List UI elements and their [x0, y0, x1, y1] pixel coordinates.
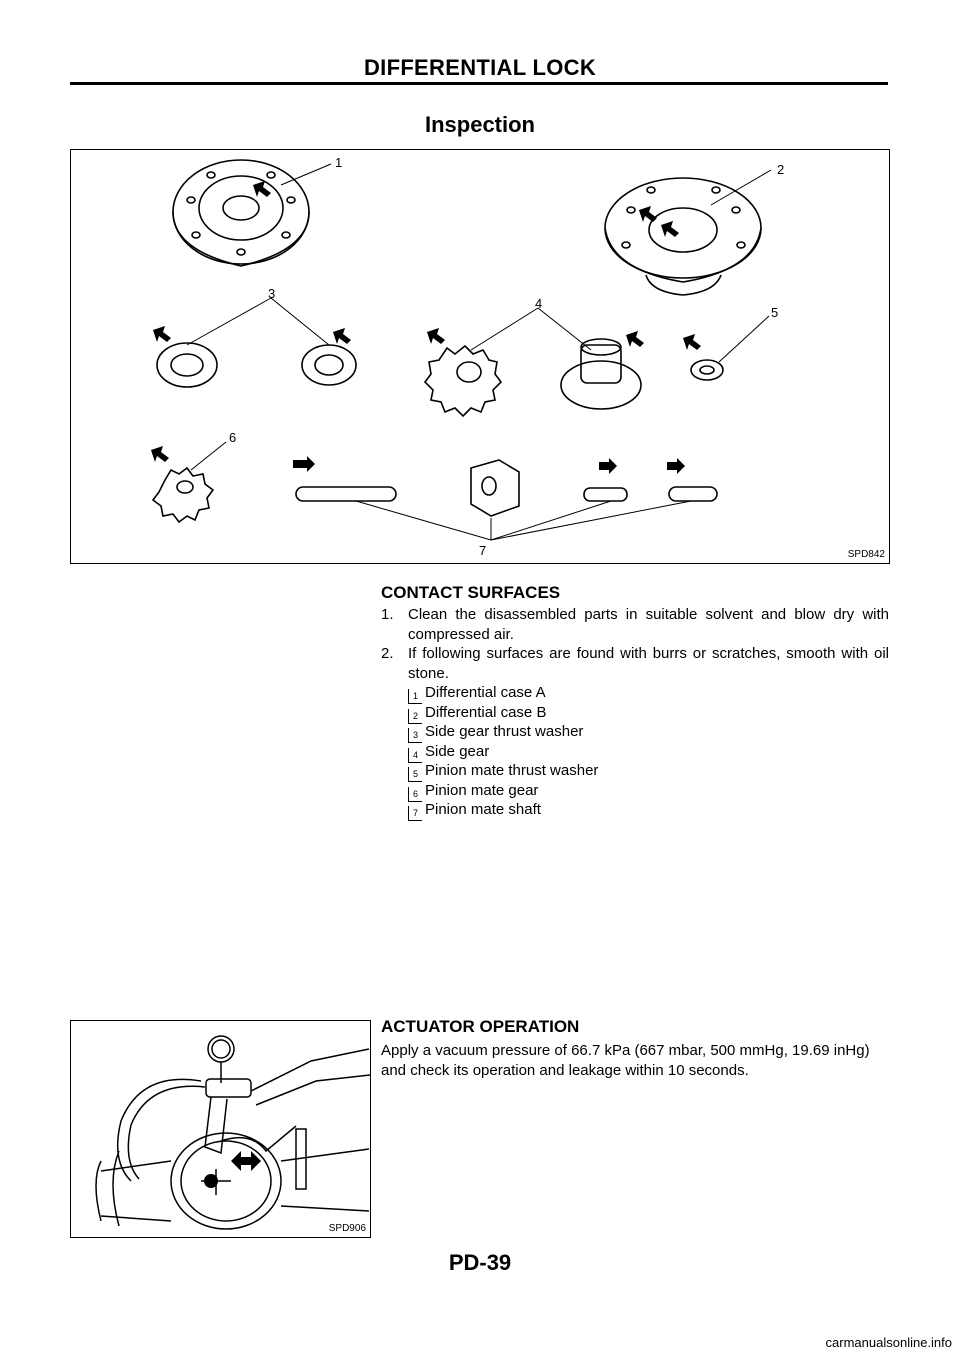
- differential-case-b-drawing: [605, 178, 761, 295]
- part-label: Side gear: [425, 742, 490, 760]
- callout-badge: 6: [408, 787, 422, 802]
- figure-code: SPD842: [847, 549, 885, 560]
- part-label: Pinion mate gear: [425, 781, 539, 799]
- callout-2: 2: [777, 162, 785, 177]
- header-rule: [70, 82, 888, 85]
- step-1: [381, 605, 889, 644]
- actuator-instruction: Apply a vacuum pressure of 66.7 kPa (667 mbar, 500 mmHg, 19.69 inHg) and check its operation and leakage within 10 seconds.: [381, 1042, 870, 1079]
- part-label: Pinion mate thrust washer: [425, 762, 599, 779]
- step-text: Clean the disassembled parts in suitable solvent and blow dry with compressed air.: [408, 606, 889, 643]
- part-label: Differential case A: [425, 684, 546, 701]
- callout-4: 4: [535, 296, 543, 311]
- contact-surfaces-heading: CONTACT SURFACES: [381, 583, 561, 602]
- side-gear-drawing: [425, 339, 641, 416]
- actuator-drawing: [71, 1021, 370, 1237]
- list-item: [408, 781, 598, 801]
- callout-badge: 7: [408, 806, 422, 821]
- list-item: [408, 683, 598, 703]
- parts-illustration: [70, 149, 890, 564]
- page-number: PD-39: [448, 1250, 512, 1275]
- step-text: If following surfaces are found with burrs or scratches, smooth with oil stone.: [408, 645, 889, 682]
- list-item: [408, 703, 598, 723]
- callout-7: 7: [479, 543, 487, 558]
- list-item: [408, 800, 598, 820]
- list-item: [408, 761, 598, 781]
- pinion-mate-shaft-drawing: [296, 460, 717, 516]
- list-item: [408, 742, 598, 762]
- step-number: 2.: [381, 645, 394, 662]
- parts-list: [408, 683, 598, 820]
- step-number: 1.: [381, 606, 394, 623]
- callout-3: 3: [268, 286, 276, 301]
- actuator-operation-heading: ACTUATOR OPERATION: [381, 1017, 580, 1036]
- callout-badge: 2: [408, 709, 422, 724]
- pinion-mate-gear-drawing: [153, 468, 213, 522]
- section-heading: Inspection: [424, 112, 535, 137]
- side-gear-thrust-washer-drawing: [157, 343, 356, 387]
- callout-badge: 3: [408, 728, 422, 743]
- parts-drawing: [71, 150, 889, 563]
- watermark: carmanualsonline.info: [825, 1335, 952, 1350]
- callouts: [229, 155, 784, 558]
- callout-badge: 1: [408, 689, 422, 704]
- part-label: Side gear thrust washer: [425, 723, 584, 740]
- callout-5: 5: [771, 305, 779, 320]
- pinion-mate-thrust-washer-drawing: [691, 360, 723, 380]
- callout-badge: 5: [408, 767, 422, 782]
- callout-1: 1: [335, 155, 343, 170]
- part-label: Pinion mate shaft: [425, 801, 541, 818]
- step-2: [381, 644, 889, 683]
- callout-badge: 4: [408, 748, 422, 763]
- list-item: [408, 722, 598, 742]
- page-header-title: DIFFERENTIAL LOCK: [363, 55, 597, 80]
- differential-case-a-drawing: [173, 160, 309, 266]
- actuator-illustration: [70, 1020, 371, 1238]
- figure-code: SPD906: [328, 1223, 366, 1234]
- callout-6: 6: [229, 430, 237, 445]
- part-label: Differential case B: [425, 703, 547, 721]
